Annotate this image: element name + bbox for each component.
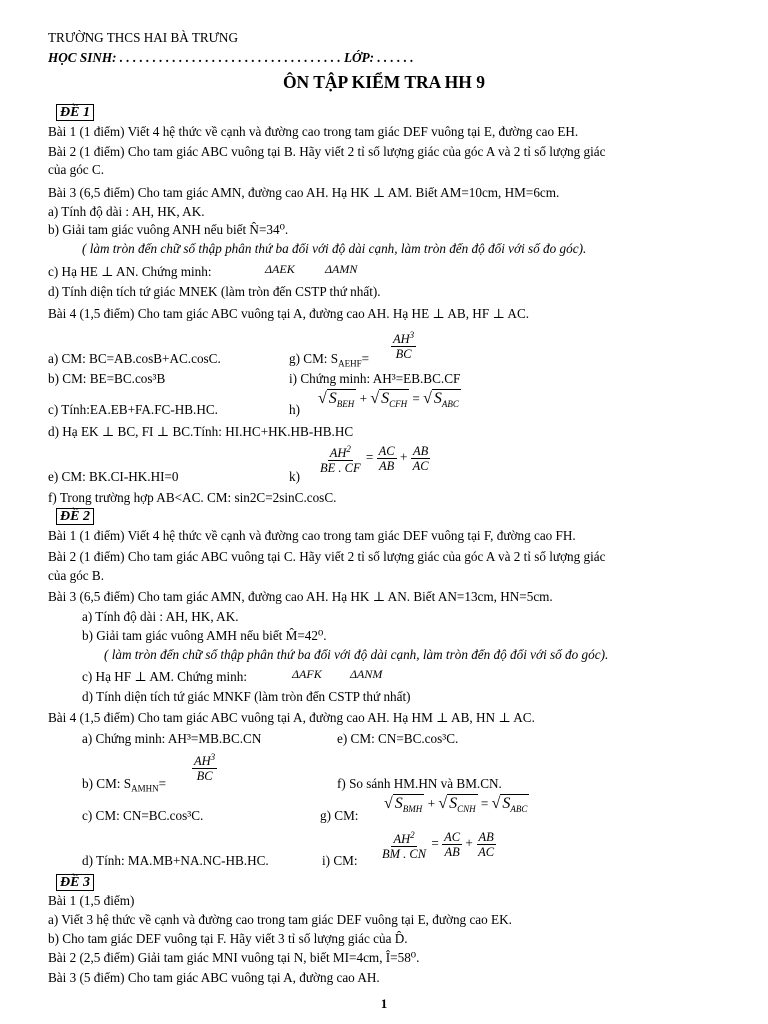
de3-bai2: Bài 2 (2,5 điểm) Giải tam giác MNI vuông tại N, biết MI=4cm, Î=58⁰.: [48, 950, 420, 965]
de1-bai3-a: a) Tính độ dài : AH, HK, AK.: [48, 204, 205, 219]
de1-bai4-a: a) CM: BC=AB.cosB+AC.cosC.: [48, 351, 221, 366]
de3-bai1: Bài 1 (1,5 điểm): [48, 893, 135, 908]
section-label-de2: ĐỀ 2: [56, 508, 94, 525]
de1-bai2-cont: của góc C.: [48, 162, 105, 177]
de2-bai3-b: b) Giải tam giác vuông AMH nếu biết M̂=42⁰.: [82, 628, 327, 643]
de1-bai4: Bài 4 (1,5 điểm) Cho tam giác ABC vuông tại A, đường cao AH. Hạ HE ⊥ AB, HF ⊥ AC.: [48, 306, 530, 321]
formula-ratio-2: $\frac{AH^2}{BM . CN}$ = $\frac{AC}{AB}$ + $\frac{AB}{AC}$: [382, 830, 495, 862]
de1-bai2: Bài 2 (1 điểm) Cho tam giác ABC vuông tại B. Hãy viết 2 tỉ số lượng giác của góc A và 2 tỉ số lượng giác: [48, 144, 606, 159]
de1-bai3-c: c) Hạ HE ⊥ AN. Chứng minh:: [48, 264, 212, 279]
de2-bai4-a: a) Chứng minh: AH³=MB.BC.CN: [82, 731, 262, 746]
de3-bai1-a: a) Viết 3 hệ thức về cạnh và đường cao trong tam giác DEF vuông tại E, đường cao EK.: [48, 912, 512, 927]
de1-bai4-g: g) CM: $S_{AEHF}=$: [289, 351, 370, 369]
de2-bai3-d: d) Tính diện tích tứ giác MNKF (làm tròn đến CSTP thứ nhất): [82, 689, 411, 704]
student-line: HỌC SINH: . . . . . . . . . . . . . . . . . . . . . . . . . . . . . . . . . . LỚP: . . . . . .: [48, 50, 414, 65]
de2-bai4-c: c) CM: CN=BC.cos³C.: [82, 808, 204, 823]
formula-ah3-over-bc: $\frac{AH^3}{BC}$: [393, 330, 415, 362]
de2-bai2-cont: của góc B.: [48, 568, 105, 583]
section-label-de1: ĐỀ 1: [56, 104, 94, 121]
triangle-aek: ΔAEK: [265, 262, 295, 276]
de3-bai3: Bài 3 (5 điểm) Cho tam giác ABC vuông tại A, đường cao AH.: [48, 970, 380, 985]
de1-bai3: Bài 3 (6,5 điểm) Cho tam giác AMN, đường cao AH. Hạ HK ⊥ AM. Biết AM=10cm, HM=6cm.: [48, 185, 560, 200]
de2-bai3: Bài 3 (6,5 điểm) Cho tam giác AMN, đường cao AH. Hạ HK ⊥ AN. Biết AN=13cm, HN=5cm.: [48, 589, 553, 604]
de2-bai4: Bài 4 (1,5 điểm) Cho tam giác ABC vuông tại A, đường cao AH. Hạ HM ⊥ AB, HN ⊥ AC.: [48, 710, 535, 725]
triangle-afk: ΔAFK: [292, 667, 322, 681]
de2-bai3-c: c) Hạ HF ⊥ AM. Chứng minh:: [82, 669, 247, 684]
de1-bai4-k: k): [289, 469, 300, 484]
section-label-de3: ĐỀ 3: [56, 874, 94, 891]
de2-bai1: Bài 1 (1 điểm) Viết 4 hệ thức về cạnh và đường cao trong tam giác DEF vuông tại F, đường cao FH.: [48, 528, 576, 543]
de2-bai3-a: a) Tính độ dài : AH, HK, AK.: [82, 609, 239, 624]
triangle-amn: ΔAMN: [325, 262, 358, 276]
de2-bai4-i: i) CM:: [322, 853, 358, 868]
de1-bai4-c: c) Tính:EA.EB+FA.FC-HB.HC.: [48, 402, 218, 417]
school-name: TRƯỜNG THCS HAI BÀ TRƯNG: [48, 30, 238, 45]
de3-bai1-b: b) Cho tam giác DEF vuông tại F. Hãy viết 3 tỉ số lượng giác của D̂.: [48, 931, 408, 946]
de1-bai3-b-note: ( làm tròn đến chữ số thập phân thứ ba đối với độ dài cạnh, làm tròn đến độ đối với số đo góc).: [82, 241, 587, 256]
de2-bai4-e: e) CM: CN=BC.cos³C.: [337, 731, 459, 746]
de1-bai3-d: d) Tính diện tích tứ giác MNEK (làm tròn đến CSTP thứ nhất).: [48, 284, 381, 299]
page-title: ÔN TẬP KIỂM TRA HH 9: [282, 72, 486, 92]
page-number: 1: [380, 996, 388, 1011]
de2-bai3-b-note: ( làm tròn đến chữ số thập phân thứ ba đối với độ dài cạnh, làm tròn đến độ đối với số đo góc).: [104, 647, 609, 662]
formula-ah3-over-bc-2: $\frac{AH^3}{BC}$: [194, 752, 216, 784]
formula-sqrt-areas-1: √ $S_{BEH}$ + √ $S_{CFH}$ = √ $S_{ABC}$: [318, 390, 459, 410]
de2-bai4-g: g) CM:: [320, 808, 359, 823]
de1-bai4-d: d) Hạ EK ⊥ BC, FI ⊥ BC.Tính: HI.HC+HK.HB-HB.HC: [48, 424, 354, 439]
formula-ratio-1: $\frac{AH^2}{BE . CF}$ = $\frac{AC}{AB}$ + $\frac{AB}{AC}$: [320, 444, 429, 476]
de2-bai2: Bài 2 (1 điểm) Cho tam giác ABC vuông tại C. Hãy viết 2 tỉ số lượng giác của góc A và 2 tỉ số lượng giác: [48, 549, 606, 564]
de1-bai3-b: b) Giải tam giác vuông ANH nếu biết N̂=34⁰.: [48, 222, 289, 237]
de1-bai4-i: i) Chứng minh: AH³=EB.BC.CF: [289, 371, 461, 386]
de1-bai4-e: e) CM: BK.CI-HK.HI=0: [48, 469, 179, 484]
formula-sqrt-areas-2: √ $S_{BMH}$ + √ $S_{CNH}$ = √ $S_{ABC}$: [384, 795, 528, 815]
de1-bai4-f: f) Trong trường hợp AB<AC. CM: sin2C=2sinC.cosC.: [48, 490, 337, 505]
de2-bai4-b: b) CM: $S_{AMHN}=$: [82, 776, 167, 794]
de2-bai4-f: f) So sánh HM.HN và BM.CN.: [337, 776, 502, 791]
de1-bai4-b: b) CM: BE=BC.cos³B: [48, 371, 166, 386]
triangle-anm: ΔANM: [350, 667, 383, 681]
de1-bai1: Bài 1 (1 điểm) Viết 4 hệ thức về cạnh và đường cao trong tam giác DEF vuông tại E, đường cao EH.: [48, 124, 579, 139]
de1-bai4-h: h): [289, 402, 300, 417]
de2-bai4-d: d) Tính: MA.MB+NA.NC-HB.HC.: [82, 853, 269, 868]
